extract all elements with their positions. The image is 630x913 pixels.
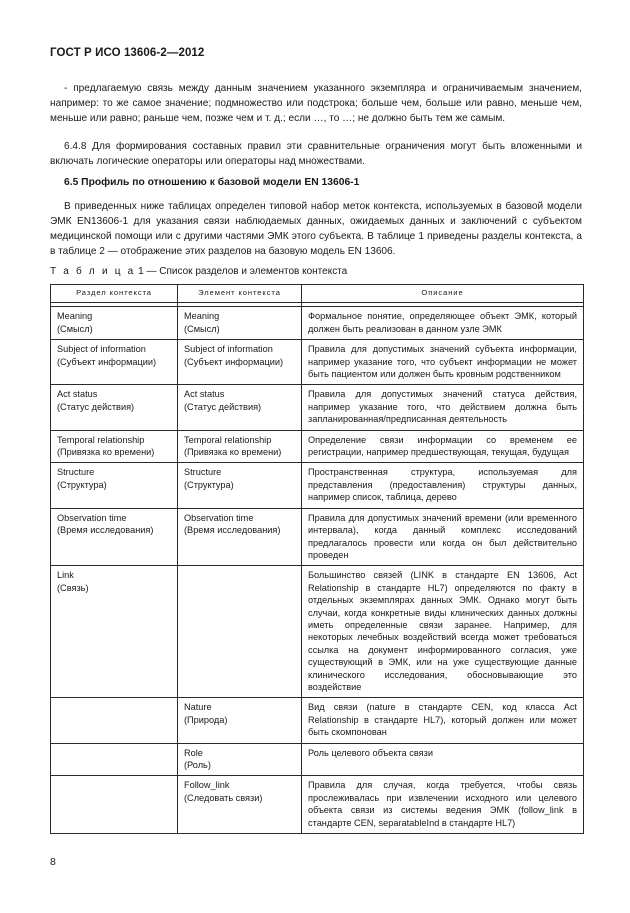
cell-element-line: (Роль) [184,760,211,770]
cell-element [178,508,302,566]
cell-section-line: Subject of information [57,344,146,355]
header-element: Элемент контекста [178,285,302,303]
cell-element-line: Act status [184,389,225,400]
cell-description: Определение связи информации со временем ее регистрации, например предшествующая, текущая, будущая [302,430,584,463]
cell-element-line: (Время исследования) [184,525,281,536]
cell-element [178,743,302,776]
cell-section [51,508,178,566]
section-heading-6-5: 6.5 Профиль по отношению к базовой модели EN 13606-1 [64,177,360,188]
page-number: 8 [50,856,56,868]
table-body [51,303,584,834]
cell-description: Вид связи (nature в стандарте CEN, код класса Act Relationship в стандарте HL7), который должен или может быть скомпонован [302,698,584,743]
table-caption [50,266,347,277]
cell-description: Пространственная структура, используемая для представления (предоставления) структуры данных, например список, таблица, дерево [302,463,584,508]
cell-element [178,566,302,698]
table-row [51,776,584,834]
cell-element-line: (Привязка ко времени) [184,447,282,458]
cell-element-line: Follow_link [184,780,230,791]
cell-section [51,463,178,508]
table-row [51,307,584,340]
cell-element-line: Role [184,747,203,758]
header-section: Раздел контекста [51,285,178,303]
cell-element-line: Meaning [184,311,220,322]
cell-element-line: (Статус действия) [184,401,262,412]
cell-element-line: (Природа) [184,714,228,725]
cell-element-line: Observation time [184,512,254,523]
cell-section-line: Structure [57,467,95,478]
cell-section-line: Act status [57,389,98,400]
cell-section [51,385,178,430]
table-caption-label: Т а б л и ц а [50,266,136,277]
cell-element [178,340,302,385]
cell-section-line: (Связь) [57,582,89,593]
table-row [51,566,584,698]
context-sections-table [50,284,584,834]
cell-section-line: (Смысл) [57,323,93,334]
cell-element-line: (Смысл) [184,323,220,334]
cell-description: Большинство связей (LINK в стандарте EN 13606, Act Relationship в стандарте HL7) определяются по факту в отдельных экземплярах данных ЭМК. Однако могут быть случаи, когда конкретные виды клинических данных должны иметь определенные связи заранее. Например, для некоторых лечебных воздействий всегда может требоваться ссылка на документ информированного согласия, уже существующий в ЭМК, или на уже существующие данные клинического исследования, обосновывающие это воздействие [302,566,584,698]
table-row [51,743,584,776]
table-caption-text: 1 — Список разделов и элементов контекста [135,266,348,277]
cell-element-line: Nature [184,702,212,713]
document-header: ГОСТ Р ИСО 13606-2—2012 [50,47,205,59]
paragraph-comparison: - предлагаемую связь между данным значением указанного экземпляра и ограничиваемым значением, например: то же самое значение; подмножество или подстрока; больше чем, больше или равно, меньше чем, меньше или равно; раньше чем, позже чем и т. д.; если …, то …; не должно быть тем же самым. [50,83,582,124]
cell-section [51,307,178,340]
cell-description: Правила для допустимых значений субъекта информации, например указание того, что субъект информации не может быть пациентом или должен быть кровным родственником [302,340,584,385]
cell-description: Правила для случая, когда требуется, чтобы связь прослеживалась при извлечении исходного или целевого объекта связи из системы ведения ЭМК (follow_link в стандарте CEN, separatableInd в стандарте HL7) [302,776,584,834]
cell-section [51,743,178,776]
cell-section-line: (Время исследования) [57,525,154,536]
cell-section [51,566,178,698]
cell-section-line: (Привязка ко времени) [57,447,155,458]
cell-section-line: (Статус действия) [57,401,135,412]
table-row [51,698,584,743]
cell-section-line: Temporal relationship [57,434,145,445]
cell-element [178,385,302,430]
cell-element [178,463,302,508]
table-header-row [51,285,584,303]
cell-section [51,776,178,834]
cell-element-line: Structure [184,467,222,478]
cell-section [51,698,178,743]
cell-section-line: (Структура) [57,479,107,490]
cell-section [51,430,178,463]
cell-element [178,698,302,743]
paragraph-6-4-8: 6.4.8 Для формирования составных правил эти сравнительные ограничения могут быть вложенными и включать логические операторы или операторы над множествами. [50,141,582,167]
cell-element [178,307,302,340]
cell-element-line: Subject of information [184,344,273,355]
cell-element [178,430,302,463]
cell-section-line: (Субъект информации) [57,356,157,367]
cell-element-line: (Структура) [184,479,234,490]
table-row [51,508,584,566]
cell-element [178,776,302,834]
cell-description: Роль целевого объекта связи [302,743,584,776]
cell-description: Правила для допустимых значений статуса действия, например указание того, что действием должна быть запланированная/предписанная деятельность [302,385,584,430]
cell-section-line: Link [57,570,74,581]
cell-section [51,340,178,385]
table-row [51,385,584,430]
cell-element-line: (Следовать связи) [184,792,263,803]
header-description: Описание [302,285,584,303]
cell-section-line: Meaning [57,311,93,322]
cell-description: Правила для допустимых значений времени (или временного интервала), когда данный комплекс исследований предлагалось провести или когда он был действительно проведен [302,508,584,566]
table-row [51,340,584,385]
paragraph-tables-intro: В приведенных ниже таблицах определен типовой набор меток контекста, используемых в базовой модели ЭМК EN13606-1 для указания связи наблюдаемых данных, ожидаемых данных и заключений с субъектом медицинской помощи или с другими частями ЭМК этого субъекта. В таблице 1 приведены разделы контекста, а в таблице 2 — отображение этих разделов на базовую модель EN 13606. [50,201,582,257]
cell-description: Формальное понятие, определяющее объект ЭМК, который должен быть реализован в данном узле ЭМК [302,307,584,340]
table-row [51,430,584,463]
cell-element-line: (Субъект информации) [184,356,284,367]
table-row [51,463,584,508]
cell-section-line: Observation time [57,512,127,523]
cell-element-line: Temporal relationship [184,434,272,445]
